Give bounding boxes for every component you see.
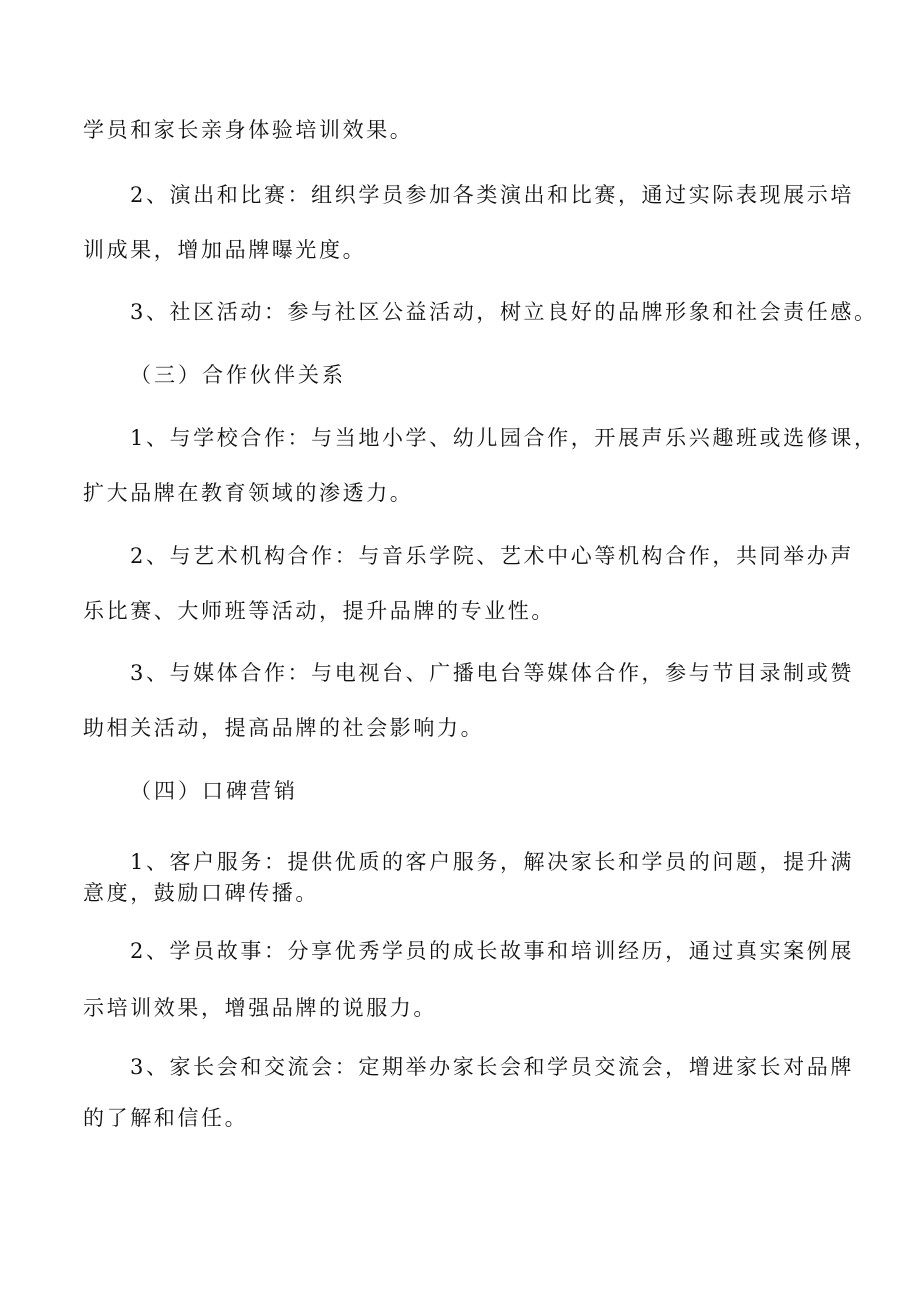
- paragraph-line: 2、学员故事：分享优秀学员的成长故事和培训经历，通过真实案例展: [130, 939, 854, 963]
- paragraph-line: 3、社区活动：参与社区公益活动，树立良好的品牌形象和社会责任感。: [130, 300, 878, 324]
- section-heading: （三）合作伙伴关系: [130, 363, 346, 387]
- paragraph-line: 扩大品牌在教育领域的渗透力。: [83, 481, 414, 505]
- paragraph-line: 学员和家长亲身体验培训效果。: [83, 118, 414, 142]
- paragraph-line: 1、客户服务：提供优质的客户服务，解决家长和学员的问题，提升满: [130, 850, 854, 874]
- paragraph-line: 示培训效果，增强品牌的说服力。: [83, 996, 437, 1020]
- paragraph-line: 乐比赛、大师班等活动，提升品牌的专业性。: [83, 599, 555, 623]
- paragraph-line: 的了解和信任。: [83, 1106, 249, 1130]
- paragraph-line: 训成果，增加品牌曝光度。: [83, 238, 367, 262]
- paragraph-line: 1、与学校合作：与当地小学、幼儿园合作，开展声乐兴趣班或选修课，: [130, 426, 878, 450]
- paragraph-line: 助相关活动，提高品牌的社会影响力。: [83, 716, 485, 740]
- paragraph-line: 2、与艺术机构合作：与音乐学院、艺术中心等机构合作，共同举办声: [130, 544, 854, 568]
- paragraph-line: 意度，鼓励口碑传播。: [83, 881, 319, 905]
- paragraph-line: 2、演出和比赛：组织学员参加各类演出和比赛，通过实际表现展示培: [130, 183, 854, 207]
- paragraph-line: 3、与媒体合作：与电视台、广播电台等媒体合作，参与节目录制或赞: [130, 661, 854, 685]
- paragraph-line: 3、家长会和交流会：定期举办家长会和学员交流会，增进家长对品牌: [130, 1055, 854, 1079]
- section-heading: （四）口碑营销: [130, 779, 298, 803]
